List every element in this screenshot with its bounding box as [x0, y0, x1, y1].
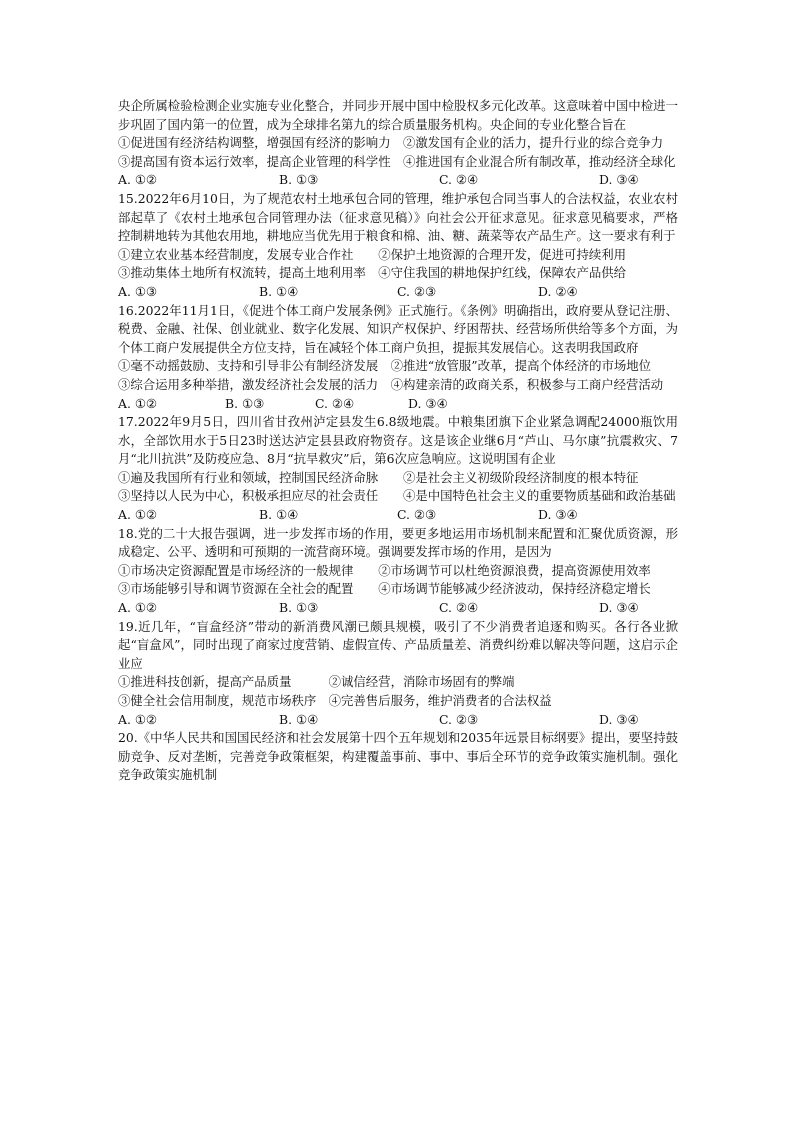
question-20 — [118, 729, 678, 785]
question-14 — [118, 97, 678, 190]
statement-item: ①遍及我国所有行业和领域，控制国民经济命脉 ②是社会主义初级阶段经济制度的根本特征 — [118, 469, 639, 485]
option-a: A. ①② — [118, 600, 158, 616]
question-stem: 15.2022年6月10日，为了规范农村土地承包合同的管理，维护承包合同当事人的合法权益，农业农村部起草了《农村土地承包合同管理办法（征求意见稿）》向社会公开征求意见。征求意见稿要求，严格控制耕地转为其他农用地，耕地应当优先用于粮食和棉、油、糖、蔬菜等农产品生产。这一要求有利于 — [118, 190, 678, 244]
option-d: D. ③④ — [599, 172, 639, 188]
statement-item: ③推动集体土地所有权流转，提高土地利用率 ④守住我国的耕地保护红线，保障农产品供给 — [118, 265, 627, 281]
question-stem: 19.近几年，“盲盒经济”带动的新消费风潮已颇具规模，吸引了不少消费者追逐和购买。各行各业掀起“盲盒风”，同时出现了商家过度营销、虚假宣传、产品质量差、消费纠纷难以解决等问题，这启示企业应 — [118, 618, 678, 671]
statement-item: ①推进科技创新，提高产品质量 ②诚信经营，消除市场固有的弊端 — [118, 674, 515, 690]
option-b: B. ①③ — [279, 172, 319, 188]
option-d: D. ②④ — [538, 283, 578, 299]
question-18 — [118, 525, 678, 618]
option-c: C. ②④ — [439, 600, 479, 616]
option-d: D. ③④ — [538, 507, 578, 523]
question-17 — [118, 413, 678, 525]
option-a: A. ①② — [118, 711, 158, 727]
option-a: A. ①② — [118, 172, 158, 188]
question-16 — [118, 302, 678, 414]
answer-options — [118, 599, 678, 618]
question-stem: 16.2022年11月1日，《促进个体工商户发展条例》正式施行。《条例》明确指出，政府要从登记注册、税费、金融、社保、创业就业、数字化发展、知识产权保护、纾困帮扶、经营场所供给等多个方面，为个体工商户发展提供全方位支持，旨在减轻个体工商户负担，提振其发展信心。这表明我国政府 — [118, 302, 678, 355]
statement-item: ①促进国有经济结构调整，增强国有经济的影响力 ②激发国有企业的活力，提升行业的综合竞争力 — [118, 135, 664, 151]
option-c: C. ②④ — [439, 172, 479, 188]
option-c: C. ②③ — [397, 507, 437, 523]
question-stem: 20.《中华人民共和国国民经济和社会发展第十四个五年规划和2035年远景目标纲要》提出，要坚持鼓励竞争、反对垄断，完善竞争政策框架，构建覆盖事前、事中、事后全环节的竞争政策实施机制。强化竞争政策实施机制 — [118, 730, 678, 783]
option-c: C. ②③ — [397, 283, 437, 299]
option-a: A. ①③ — [118, 283, 158, 299]
option-c: C. ②④ — [315, 395, 355, 411]
answer-options — [118, 171, 678, 190]
option-b: B. ①④ — [259, 507, 299, 523]
option-b: B. ①④ — [259, 283, 299, 299]
statement-item: ③坚持以人民为中心，积极承担应尽的社会责任 ④是中国特色社会主义的重要物质基础和政治基础 — [118, 488, 676, 504]
option-b: B. ①③ — [279, 600, 319, 616]
answer-options — [118, 395, 678, 414]
option-d: D. ③④ — [408, 395, 448, 411]
answer-options — [118, 283, 678, 302]
statement-item: ③市场能够引导和调节资源在全社会的配置 ④市场调节能够减少经济波动，保持经济稳定增长 — [118, 581, 651, 597]
answer-options — [118, 506, 678, 525]
statement-item: ③综合运用多种举措，激发经济社会发展的活力 ④构建亲清的政商关系，积极参与工商户经营活动 — [118, 376, 664, 392]
option-a: A. ①② — [118, 395, 158, 411]
option-b: B. ①③ — [225, 395, 265, 411]
option-c: C. ②③ — [439, 711, 479, 727]
statement-item: ③健全社会信用制度，规范市场秩序 ④完善售后服务，维护消费者的合法权益 — [118, 693, 552, 708]
option-b: B. ①④ — [279, 711, 319, 727]
statement-item: ①市场决定资源配置是市场经济的一般规律 ②市场调节可以杜绝资源浪费，提高资源使用效率 — [118, 562, 651, 578]
option-d: D. ③④ — [599, 711, 639, 727]
statement-item: ③提高国有资本运行效率，提高企业管理的科学性 ④推进国有企业混合所有制改革，推动经济全球化 — [118, 153, 676, 169]
statement-item: ①毫不动摇鼓励、支持和引导非公有制经济发展 ②推进“放管服”改革，提高个体经济的市场地位 — [118, 358, 652, 374]
question-stem: 18.党的二十大报告强调，进一步发挥市场的作用，要更多地运用市场机制来配置和汇聚优质资源，形成稳定、公平、透明和可预期的一流营商环境。强调要发挥市场的作用，是因为 — [118, 525, 678, 560]
option-d: D. ③④ — [599, 600, 639, 616]
question-19 — [118, 618, 678, 730]
statement-item: ①建立农业基本经营制度，发展专业合作社 ②保护土地资源的合理开发，促进可持续利用 — [118, 246, 627, 262]
exam-page — [118, 97, 678, 785]
answer-options — [118, 711, 678, 730]
question-stem: 17.2022年9月5日，四川省甘孜州泸定县发生6.8级地震。中粮集团旗下企业紧急调配24000瓶饮用水，全部饮用水于5日23时送达泸定县县政府物资存。这是该企业继6月“芦山、马尔康”抗震救灾、7月“北川抗洪”及防疫应急、8月“抗旱救灾”后，第6次应急响应。这说明国有企业 — [118, 414, 678, 467]
question-stem: 央企所属检验检测企业实施专业化整合，并同步开展中国中检股权多元化改革。这意味着中国中检进一步巩固了国内第一的位置，成为全球排名第九的综合质量服务机构。央企间的专业化整合旨在 — [118, 98, 678, 132]
question-15 — [118, 190, 678, 302]
option-a: A. ①② — [118, 507, 158, 523]
